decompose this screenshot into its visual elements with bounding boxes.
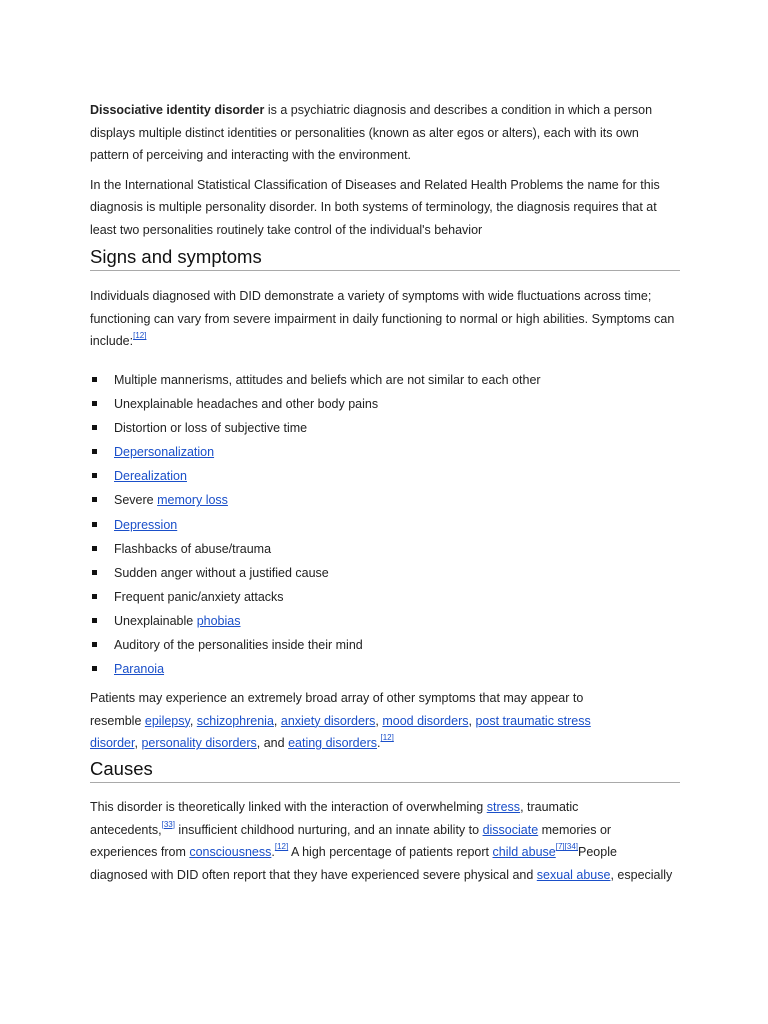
- link-stress[interactable]: stress: [486, 800, 521, 814]
- list-item-text: Frequent panic/anxiety attacks: [114, 589, 284, 604]
- signs-intro: [90, 285, 690, 353]
- text-span: memories or: [538, 822, 612, 837]
- list-item: [90, 588, 690, 612]
- text-span: insufficient childhood nurturing, and an innate ability to: [174, 822, 483, 837]
- bullet-icon: [92, 594, 97, 599]
- text-span: A high percentage of patients report: [288, 845, 493, 860]
- citation: [162, 820, 175, 829]
- text-span: least two personalities routinely take control of the individual's behavior: [90, 222, 483, 237]
- list-item-text: Auditory of the personalities inside their mind: [114, 638, 363, 653]
- list-item: [90, 540, 690, 564]
- symptoms-paragraph: [90, 687, 690, 755]
- signs-heading: Signs and symptoms: [90, 245, 680, 271]
- bullet-icon: [92, 473, 97, 478]
- list-item: [90, 612, 690, 636]
- term-bold: Dissociative identity disorder: [90, 103, 265, 117]
- list-item: [90, 443, 690, 467]
- link-mood-disorders[interactable]: mood disorders: [382, 713, 469, 728]
- separator: ,: [134, 736, 142, 751]
- list-item-text: Severe: [114, 493, 158, 508]
- list-item-text: Distortion or loss of subjective time: [114, 421, 308, 436]
- link-sexual-abuse[interactable]: sexual abuse: [536, 867, 611, 882]
- list-item: [90, 516, 690, 540]
- text-span: displays multiple distinct identities or personalities (known as alter egos or alters), each with its own: [90, 125, 639, 140]
- citation-link[interactable]: [7][34]: [555, 842, 578, 852]
- list-item-text: Unexplainable: [114, 613, 197, 628]
- separator: ,: [273, 713, 281, 728]
- link-child-abuse[interactable]: child abuse: [492, 845, 556, 860]
- link-ptsd[interactable]: post traumatic stress: [475, 713, 591, 728]
- text-span: This disorder is theoretically linked with the interaction of overwhelming: [90, 800, 487, 814]
- text-span: functioning can vary from severe impairment in daily functioning to normal or high abilities. Symptoms can: [90, 311, 675, 326]
- list-item-text: Sudden anger without a justified cause: [114, 565, 329, 580]
- list-item-link[interactable]: Depersonalization: [114, 445, 215, 460]
- list-item-link[interactable]: memory loss: [157, 493, 228, 508]
- citation: [381, 733, 394, 742]
- link-dissociate[interactable]: dissociate: [482, 822, 539, 837]
- causes-paragraph: [90, 796, 690, 886]
- list-item-link[interactable]: Paranoia: [114, 662, 165, 677]
- link-schizophrenia[interactable]: schizophrenia: [196, 713, 274, 728]
- separator: , and: [256, 736, 289, 751]
- bullet-icon: [92, 666, 97, 671]
- signs-paragraph: [90, 285, 690, 353]
- link-personality-disorders[interactable]: personality disorders: [141, 736, 257, 751]
- separator: ,: [375, 713, 383, 728]
- citation-link[interactable]: [33]: [161, 819, 175, 829]
- separator: ,: [468, 713, 476, 728]
- link-epilepsy[interactable]: epilepsy: [144, 713, 190, 728]
- bullet-icon: [92, 497, 97, 502]
- text-span: include:: [90, 334, 134, 349]
- list-item-link[interactable]: phobias: [196, 613, 241, 628]
- citation-link[interactable]: [12]: [274, 842, 289, 852]
- text-span: diagnosed with DID often report that they have experienced severe physical and: [90, 867, 537, 882]
- text-span: , traumatic: [520, 800, 579, 814]
- bullet-icon: [92, 642, 97, 647]
- text-span: .: [271, 845, 275, 860]
- separator: ,: [189, 713, 197, 728]
- text-span: antecedents,: [90, 822, 162, 837]
- text-span: diagnosis is multiple personality disorder. In both systems of terminology, the diagnosis requires that at: [90, 200, 657, 215]
- list-item: [90, 419, 690, 443]
- list-item-text: Multiple mannerisms, attitudes and beliefs which are not similar to each other: [114, 373, 541, 387]
- link-ptsd-continued[interactable]: disorder: [90, 736, 135, 751]
- text-span: experiences from: [90, 845, 190, 860]
- symptom-list: [90, 371, 690, 684]
- list-item: [90, 395, 690, 419]
- other-symptoms-paragraph: [90, 687, 690, 755]
- text-span: , especially: [610, 867, 673, 882]
- bullet-icon: [92, 546, 97, 551]
- bullet-icon: [92, 377, 97, 382]
- bullet-icon: [92, 618, 97, 623]
- intro-paragraph-1: [90, 99, 690, 167]
- link-eating-disorders[interactable]: eating disorders: [288, 736, 378, 751]
- text-span: is a psychiatric diagnosis and describes a condition in which a person: [264, 103, 653, 117]
- intro-paragraph-2: [90, 174, 690, 242]
- list-item: [90, 491, 690, 515]
- list-item-link[interactable]: Derealization: [114, 469, 187, 484]
- list-item-text: Flashbacks of abuse/trauma: [114, 541, 272, 556]
- intro-section: [90, 99, 690, 242]
- causes-section: [90, 796, 690, 886]
- causes-heading: Causes: [90, 757, 680, 783]
- bullet-icon: [92, 401, 97, 406]
- text-span: In the International Statistical Classification of Diseases and Related Health Problems the name for this: [90, 177, 660, 192]
- list-item-link[interactable]: Depression: [114, 517, 178, 532]
- citation-link[interactable]: [12]: [380, 733, 394, 743]
- citation: [133, 331, 146, 340]
- text-span: People: [578, 845, 617, 860]
- link-consciousness[interactable]: consciousness: [189, 845, 272, 860]
- citation-link[interactable]: [12]: [133, 331, 147, 341]
- text-span: Patients may experience an extremely broad array of other symptoms that may appear to: [90, 691, 584, 705]
- citation: [556, 842, 578, 851]
- citation: [275, 842, 288, 851]
- separator: .: [377, 736, 381, 751]
- list-item: [90, 371, 690, 395]
- text-span: Individuals diagnosed with DID demonstrate a variety of symptoms with wide fluctuations across time;: [90, 289, 652, 303]
- bullet-icon: [92, 570, 97, 575]
- list-item-text: Unexplainable headaches and other body pains: [114, 397, 379, 412]
- bullet-icon: [92, 449, 97, 454]
- bullet-icon: [92, 522, 97, 527]
- list-item: [90, 660, 690, 684]
- list-item: [90, 636, 690, 660]
- list-item: [90, 564, 690, 588]
- bullet-icon: [92, 425, 97, 430]
- link-anxiety-disorders[interactable]: anxiety disorders: [280, 713, 376, 728]
- text-span: resemble: [90, 713, 145, 728]
- list-item: [90, 467, 690, 491]
- text-span: pattern of perceiving and interacting with the environment.: [90, 148, 412, 163]
